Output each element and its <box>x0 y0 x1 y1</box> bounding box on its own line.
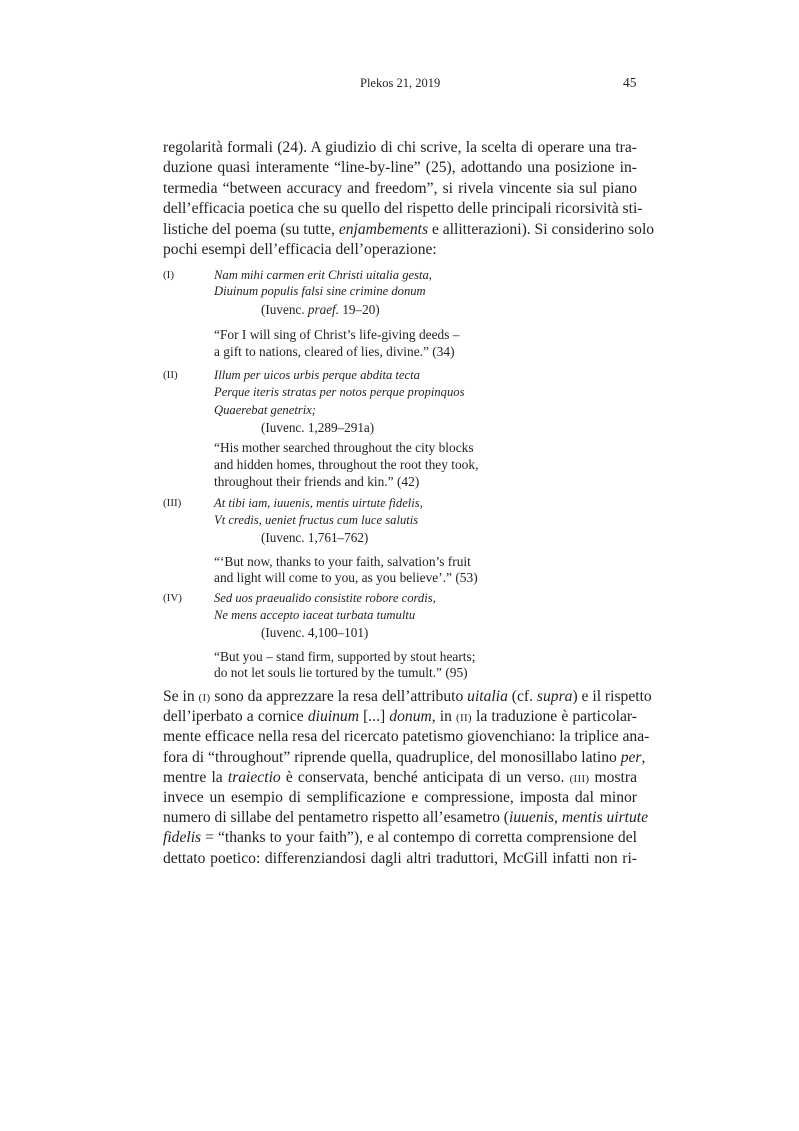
body-line <box>163 158 637 178</box>
translation-line: a gift to nations, cleared of lies, divine.” (34) <box>214 344 455 359</box>
italic-text: praef. <box>307 302 340 317</box>
translation-line: “For I will sing of Christ’s life-giving deeds – <box>214 327 460 342</box>
italic-text: fidelis <box>163 829 202 847</box>
body-line <box>163 768 637 788</box>
body-line <box>163 788 637 808</box>
body-line <box>163 828 637 848</box>
translation-line: “‘But now, thanks to your faith, salvation’s fruit <box>214 554 471 569</box>
body-line <box>163 199 643 219</box>
example-ref: (II) <box>456 712 472 725</box>
text-run: dell’efficacia poetica che su quello del rispetto delle principali ricorsività sti- <box>163 200 643 218</box>
text-run: duzione quasi interamente “line-by-line” (25), adottando una posizione in- <box>163 159 637 177</box>
italic-text: traiectio <box>227 768 281 786</box>
italic-text: iuuenis, mentis uirtute <box>508 809 649 827</box>
latin-verse: Quaerebat genetrix; <box>214 403 316 417</box>
latin-verse: Nam mihi carmen erit Christi uitalia gesta, <box>214 268 432 282</box>
citation <box>261 625 368 641</box>
text-run: (Iuvenc. 1,761–762) <box>261 530 369 545</box>
text-run: mentre la <box>163 768 228 786</box>
example-label: (IV) <box>163 592 182 604</box>
text-run: = “thanks to your faith”), e al contempo di corretta comprensione del <box>201 829 637 847</box>
text-run: termedia “between accuracy and freedom”, si rivela vincente sia sul piano <box>163 179 637 197</box>
body-line <box>163 748 646 768</box>
citation <box>261 420 374 436</box>
text-run: (Iuvenc. 1,289–291a) <box>261 420 375 435</box>
latin-verse: Sed uos praeualido consistite robore cordis, <box>214 591 436 605</box>
text-run: mostra <box>589 768 637 786</box>
latin-verse: Perque iteris stratas per notos perque propinquos <box>214 385 465 399</box>
text-run: (Iuvenc. 4,100–101) <box>261 625 369 640</box>
text-run: numero di sillabe del pentametro rispetto all’esametro ( <box>163 809 509 827</box>
translation-line: throughout their friends and kin.” (42) <box>214 474 420 489</box>
body-line <box>163 727 650 747</box>
body-line <box>163 707 637 727</box>
text-run: , in <box>431 708 457 726</box>
translation-line: “His mother searched throughout the city blocks <box>214 440 474 455</box>
body-line <box>163 220 655 240</box>
text-run: la traduzione è particolar- <box>471 708 637 726</box>
italic-text: enjambements <box>338 220 429 238</box>
text-run: sono da apprezzare la resa dell’attributo <box>210 688 468 705</box>
text-run: e allitterazioni). Si considerino solo <box>428 220 655 238</box>
citation <box>261 302 380 318</box>
text-run: dell’iperbato a cornice <box>163 708 308 726</box>
example-label: (II) <box>163 369 178 381</box>
body-line <box>163 849 637 869</box>
latin-verse: Ne mens accepto iaceat turbata tumultu <box>214 608 416 622</box>
example-ref: (I) <box>198 692 211 704</box>
text-run: regolarità formali (24). A giudizio di chi scrive, la scelta di operare una tra- <box>163 139 637 156</box>
citation <box>261 530 368 546</box>
translation-line: and hidden homes, throughout the root they took, <box>214 457 479 472</box>
body-line <box>163 687 652 707</box>
example-label: (III) <box>163 497 182 509</box>
text-run: , <box>641 748 646 766</box>
text-run: fora di “throughout” riprende quella, quadruplice, del monosillabo latino <box>163 748 621 766</box>
text-run: ) e il rispetto <box>572 688 652 705</box>
text-run: Se in <box>163 688 199 705</box>
example-ref: (III) <box>569 772 590 785</box>
italic-text: uitalia <box>467 688 508 705</box>
text-run: mente efficace nella resa del ricercato patetismo giovenchiano: la triplice ana- <box>163 728 650 746</box>
italic-text: per <box>620 748 642 766</box>
text-run: è conservata, benché anticipata di un verso. <box>280 768 570 786</box>
latin-verse: Illum per uicos urbis perque abdita tecta <box>214 368 420 382</box>
example-label: (I) <box>163 269 174 281</box>
running-header: Plekos 21, 2019 <box>360 76 441 90</box>
body-line <box>163 179 637 199</box>
text-run: (Iuvenc. <box>261 302 308 317</box>
text-run: [...] <box>358 708 390 726</box>
italic-text: supra <box>536 688 573 705</box>
text-run: pochi esempi dell’efficacia dell’operazione: <box>163 241 437 258</box>
text-run: 19–20) <box>339 302 380 317</box>
text-run: invece un esempio di semplificazione e compressione, imposta dal minor <box>163 789 637 806</box>
latin-verse: At tibi iam, iuuenis, mentis uirtute fidelis, <box>214 496 423 510</box>
translation-line: and light will come to you, as you believe’.” (53) <box>214 570 478 585</box>
translation-line: do not let souls lie tortured by the tumult.” (95) <box>214 665 468 680</box>
text-run: (cf. <box>507 688 537 705</box>
body-line <box>163 808 649 828</box>
text-run: dettato poetico: differenziandosi dagli altri traduttori, McGill infatti non ri- <box>163 849 637 867</box>
text-run: listiche del poema (su tutte, <box>163 220 339 238</box>
page-number: 45 <box>623 75 637 90</box>
body-line <box>163 138 637 158</box>
body-line <box>163 240 637 260</box>
latin-verse: Vt credis, ueniet fructus cum luce salutis <box>214 513 419 527</box>
translation-line: “But you – stand firm, supported by stout hearts; <box>214 649 476 664</box>
italic-text: diuinum <box>307 708 359 726</box>
italic-text: donum <box>389 708 432 726</box>
latin-verse: Diuinum populis falsi sine crimine donum <box>214 284 426 298</box>
